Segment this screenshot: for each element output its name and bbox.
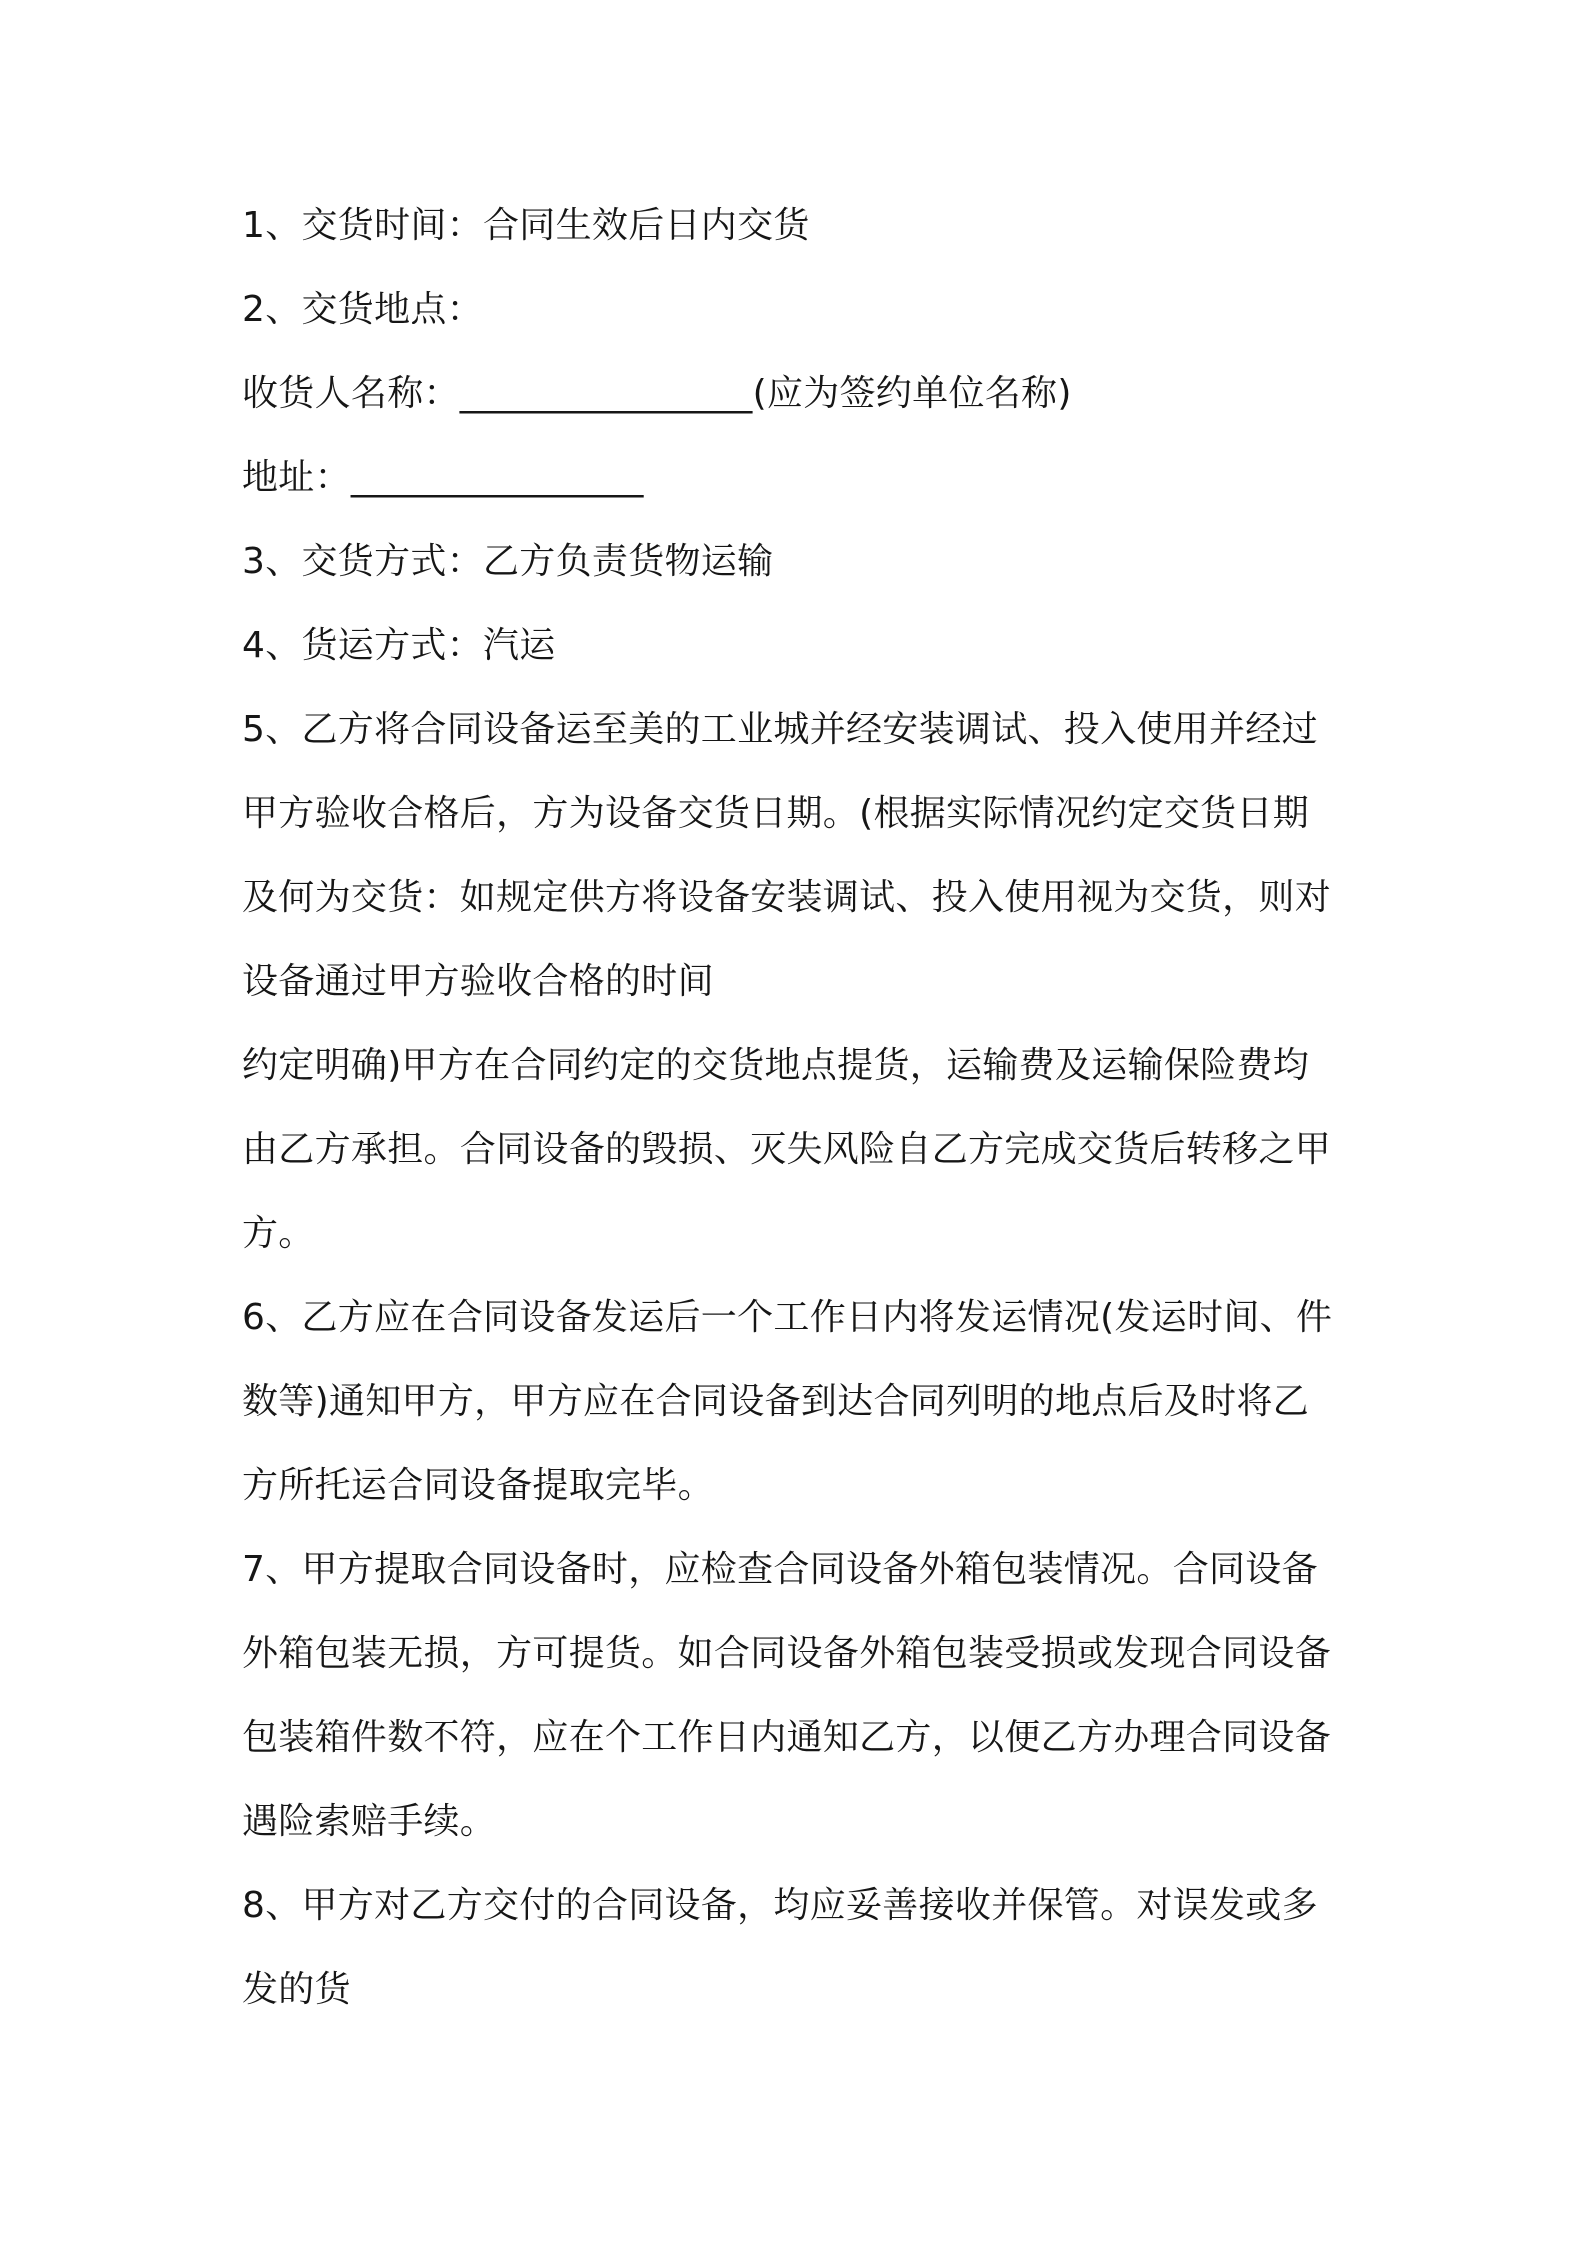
clause-6-line-3: 方所托运合同设备提取完毕。 — [242, 1465, 714, 1506]
clause-7-line-3: 包装箱件数不符，应在个工作日内通知乙方，以便乙方办理合同设备 — [242, 1717, 1332, 1758]
clause-5-line-3: 及何为交货：如规定供方将设备安装调试、投入使用视为交货，则对 — [242, 877, 1332, 918]
clause-7-line-4: 遇险索赔手续。 — [242, 1801, 497, 1842]
clause-3-delivery-method: 3、交货方式：乙方负责货物运输 — [242, 541, 774, 582]
consignee-name-line: 收货人名称：________________(应为签约单位名称) — [242, 373, 1072, 414]
clause-5-line-6: 由乙方承担。合同设备的毁损、灭失风险自乙方完成交货后转移之甲 — [242, 1129, 1332, 1170]
clause-5-line-4: 设备通过甲方验收合格的时间 — [242, 961, 714, 1002]
address-line: 地址：________________ — [242, 457, 644, 498]
clause-7-line-2: 外箱包装无损，方可提货。如合同设备外箱包装受损或发现合同设备 — [242, 1633, 1332, 1674]
clause-5-line-1: 5、乙方将合同设备运至美的工业城并经安装调试、投入使用并经过 — [242, 709, 1318, 750]
clause-2-delivery-place: 2、交货地点： — [242, 289, 484, 330]
clause-8-line-1: 8、甲方对乙方交付的合同设备，均应妥善接收并保管。对误发或多 — [242, 1885, 1318, 1926]
clause-1-delivery-time: 1、交货时间：合同生效后日内交货 — [242, 205, 810, 246]
clause-6-line-1: 6、乙方应在合同设备发运后一个工作日内将发运情况(发运时间、件 — [242, 1297, 1333, 1338]
clause-6-line-2: 数等)通知甲方，甲方应在合同设备到达合同列明的地点后及时将乙 — [242, 1381, 1310, 1422]
clause-8-line-2: 发的货 — [242, 1969, 351, 2010]
clause-7-line-1: 7、甲方提取合同设备时，应检查合同设备外箱包装情况。合同设备 — [242, 1549, 1318, 1590]
clause-4-shipping-method: 4、货运方式：汽运 — [242, 625, 556, 666]
clause-5-line-2: 甲方验收合格后，方为设备交货日期。(根据实际情况约定交货日期 — [242, 793, 1310, 834]
clause-5-line-5: 约定明确)甲方在合同约定的交货地点提货，运输费及运输保险费均 — [242, 1045, 1310, 1086]
clause-5-line-7: 方。 — [242, 1213, 315, 1254]
